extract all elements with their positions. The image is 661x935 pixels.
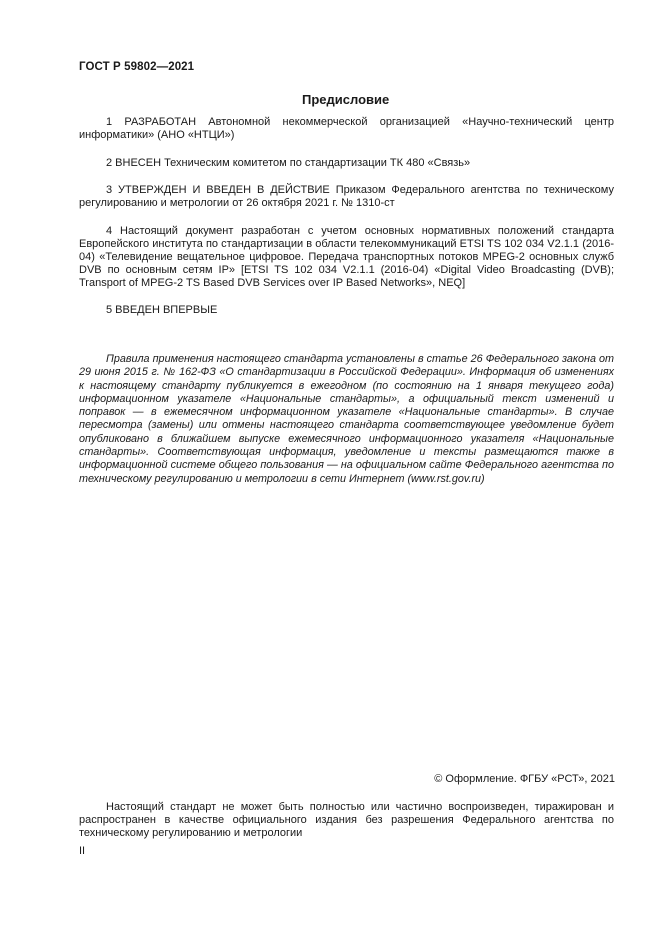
- foreword-item-2: 2 ВНЕСЕН Техническим комитетом по стандартизации ТК 480 «Связь»: [106, 157, 471, 169]
- foreword-item-1: 1 РАЗРАБОТАН Автономной некоммерческой организацией «Научно-технический центр информатики» (АНО «НТЦИ»): [79, 116, 614, 141]
- standard-usage-notice: Правила применения настоящего стандарта установлены в статье 26 Федерального закона от 29 июня 2015 г. № 162-ФЗ «О стандартизации в Российской Федерации». Информация об изменениях к настоящему стандарту публикуется в ежегодном (по состоянию на 1 января текущего года) информационном указателе «Национальные стандарты», а официальный текст изменений и поправок — в ежемесячном информационном указателе «Национальные стандарты». В случае пересмотра (замены) или отмены настоящего стандарта соответствующее уведомление будет опубликовано в ближайшем выпуске ежемесячного информационного указателя «Национальные стандарты». Соответствующая информация, уведомление и тексты размещаются также в информационной системе общего пользования — на официальном сайте Федерального агентства по техническому регулированию и метрологии в сети Интернет (www.rst.gov.ru): [79, 353, 614, 485]
- foreword-item-5: 5 ВВЕДЕН ВПЕРВЫЕ: [106, 304, 218, 316]
- copyright-line: © Оформление. ФГБУ «РСТ», 2021: [434, 773, 615, 785]
- foreword-item-4: 4 Настоящий документ разработан с учетом основных нормативных положений стандарта Европейского института по стандартизации в области телекоммуникаций ETSI TS 102 034 V2.1.1 (2016-04) «Телевидение вещательное цифровое. Передача транспортных потоков MPEG-2 основных служб DVB по основным сетям IP» [ETSI TS 102 034 V2.1.1 (2016-04) «Digital Video Broadcasting (DVB); Transport of MPEG-2 TS Based DVB Services over IP Based Networks», NEQ]: [79, 225, 614, 289]
- foreword-title: Предисловие: [302, 92, 390, 107]
- standard-code: ГОСТ Р 59802—2021: [79, 61, 195, 73]
- foreword-item-3: 3 УТВЕРЖДЕН И ВВЕДЕН В ДЕЙСТВИЕ Приказом Федерального агентства по техническому регулированию и метрологии от 26 октября 2021 г. № 1310-ст: [79, 184, 614, 209]
- page-number: II: [79, 845, 86, 857]
- reproduction-notice: Настоящий стандарт не может быть полностью или частично воспроизведен, тиражирован и распространен в качестве официального издания без разрешения Федерального агентства по техническому регулированию и метрологии: [79, 801, 614, 839]
